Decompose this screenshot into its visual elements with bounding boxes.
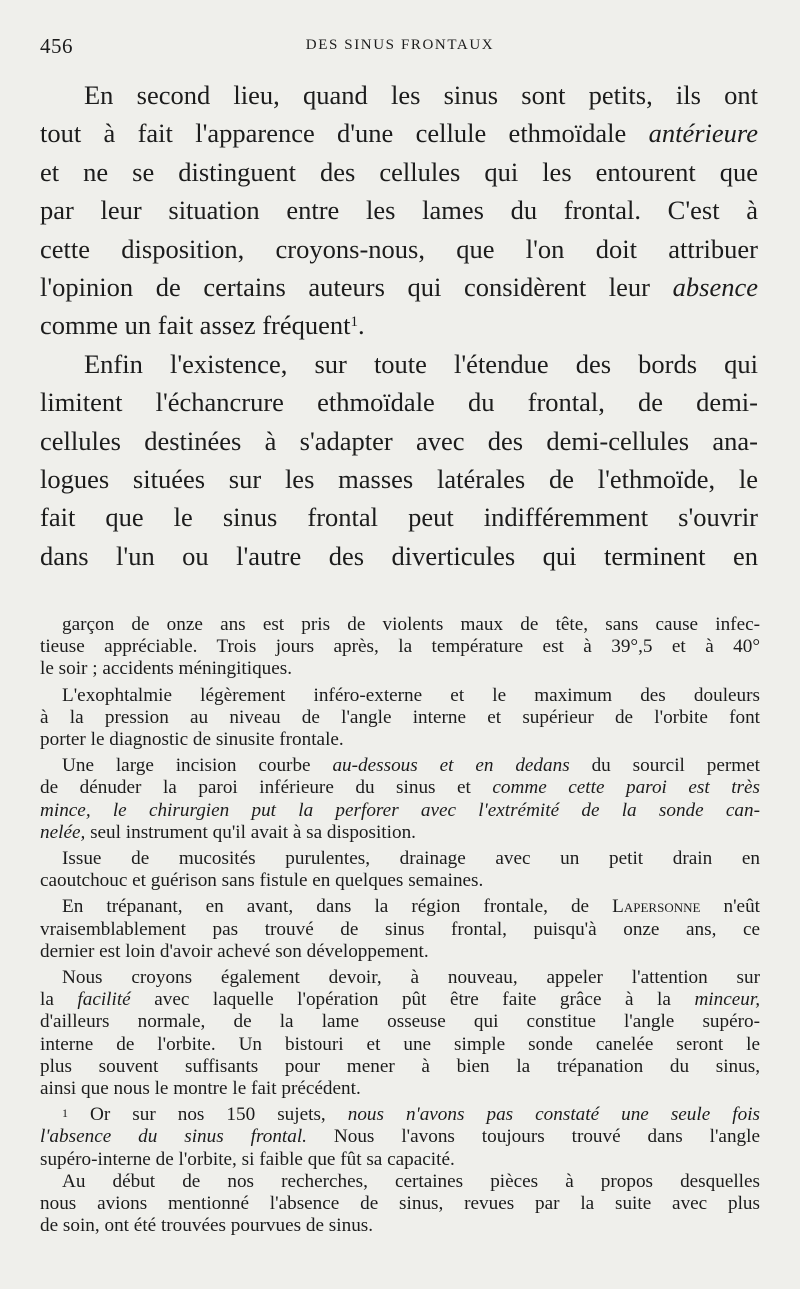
note-line xyxy=(40,822,760,844)
text-span: avec laquelle l'opération pût être faite grâce à la xyxy=(130,989,695,1011)
italic-span: mince, le chirurgien put la perforer avec l'extrémité de la sonde can- xyxy=(40,799,760,821)
footnote-continuation xyxy=(40,1171,760,1238)
text-line xyxy=(40,268,758,306)
note-line xyxy=(40,1104,760,1126)
footnote xyxy=(40,1104,760,1171)
note-line: garçon de onze ans est pris de violents maux de tête, sans cause infec- xyxy=(62,614,760,635)
italic-span: nelée, xyxy=(40,821,86,843)
italic-span: comme cette paroi est très xyxy=(492,777,761,799)
italic-span: l'absence du sinus frontal. xyxy=(40,1126,307,1148)
text-span: seul instrument qu'il avait à sa disposition. xyxy=(85,821,416,843)
note-line xyxy=(40,777,760,799)
note-line xyxy=(40,800,760,822)
note-paragraph xyxy=(40,896,760,963)
text-line: logues situées sur les masses latérales de l'ethmoïde, le xyxy=(40,464,758,495)
italic-span: minceur, xyxy=(694,989,760,1011)
text-span: Or sur nos 150 sujets, xyxy=(68,1104,348,1126)
text-line xyxy=(40,306,758,344)
paragraph-1 xyxy=(40,76,758,345)
text-line: fait que le sinus frontal peut indifféremment s'ouvrir xyxy=(40,502,758,533)
text-span: Nous l'avons toujours trouvé dans l'angle xyxy=(306,1126,760,1148)
text-line: et ne se distinguent des cellules qui les entourent que xyxy=(40,156,758,187)
notes-section xyxy=(40,614,760,1237)
note-line: Nous croyons également devoir, à nouveau, appeler l'attention sur xyxy=(62,967,760,989)
text-line xyxy=(40,114,758,152)
note-paragraph xyxy=(40,614,760,681)
note-line: L'exophtalmie légèrement inféro-externe et le maximum des douleurs xyxy=(62,684,760,706)
italic-span: au-dessous et en dedans xyxy=(332,755,570,777)
note-line: supéro-interne de l'orbite, si faible que fût sa capacité. xyxy=(40,1148,455,1170)
note-line: tieuse appréciable. Trois jours après, la température est à 39°,5 et à 40° xyxy=(40,636,760,658)
text-span: tout à fait l'apparence d'une cellule ethmoïdale xyxy=(40,118,649,149)
text-line: Enfin l'existence, sur toute l'étendue des bords qui xyxy=(84,348,758,379)
note-line: interne de l'orbite. Un bistouri et une simple sonde canelée seront le xyxy=(40,1033,760,1055)
page-number: 456 xyxy=(40,34,73,58)
note-line: Issue de mucosités purulentes, drainage avec un petit drain en xyxy=(62,848,760,870)
note-line: porter le diagnostic de sinusite frontale. xyxy=(40,729,344,751)
note-line: vraisemblablement pas trouvé de sinus frontal, puisqu'à onze ans, ce xyxy=(40,918,760,940)
text-span: n'eût xyxy=(700,896,760,918)
text-line: En second lieu, quand les sinus sont petits, ils ont xyxy=(84,80,758,110)
text-line: cette disposition, croyons-nous, que l'on doit attribuer xyxy=(40,233,758,264)
text-line: dans l'un ou l'autre des diverticules qui terminent en xyxy=(40,540,758,571)
text-span: la xyxy=(40,989,78,1011)
text-span: l'opinion de certains auteurs qui considèrent leur xyxy=(40,272,673,303)
note-line xyxy=(40,896,760,918)
footnote-reference[interactable]: 1 xyxy=(350,314,359,331)
note-line: caoutchouc et guérison sans fistule en quelques semaines. xyxy=(40,870,484,892)
note-line: ainsi que nous le montre le fait précédent. xyxy=(40,1078,361,1100)
paragraph-2 xyxy=(40,345,758,575)
note-paragraph xyxy=(40,755,760,844)
note-line: à la pression au niveau de l'angle interne et supérieur de l'orbite font xyxy=(40,706,760,728)
note-line xyxy=(40,1126,760,1148)
note-paragraph xyxy=(40,967,760,1100)
note-line: d'ailleurs normale, de la lame osseuse qui constitue l'angle supéro- xyxy=(40,1011,760,1033)
text-span: . xyxy=(358,310,365,341)
note-line: Au début de nos recherches, certaines pièces à propos desquelles xyxy=(62,1170,760,1192)
italic-term: antérieure xyxy=(648,118,758,149)
text-span: En trépanant, en avant, dans la région frontale, de xyxy=(62,896,613,918)
note-line: plus souvent suffisants pour mener à bien la trépanation du sinus, xyxy=(40,1055,760,1077)
author-name: Lapersonne xyxy=(612,896,701,918)
italic-span: facilité xyxy=(77,989,131,1011)
note-paragraph xyxy=(40,848,760,892)
note-paragraph xyxy=(40,685,760,752)
text-line: limitent l'échancrure ethmoïdale du frontal, de demi- xyxy=(40,387,758,418)
main-text xyxy=(40,76,758,575)
text-span: du sourcil permet xyxy=(569,755,761,777)
text-line: cellules destinées à s'adapter avec des demi-cellules ana- xyxy=(40,425,758,456)
running-title: DES SINUS FRONTAUX xyxy=(305,37,495,53)
note-line: dernier est loin d'avoir achevé son développement. xyxy=(40,940,429,962)
text-span: Une large incision courbe xyxy=(62,755,333,777)
text-span: comme un fait assez fréquent xyxy=(40,310,351,341)
italic-term: absence xyxy=(672,272,758,303)
note-line xyxy=(40,989,760,1011)
italic-span: nous n'avons pas constaté une seule fois xyxy=(347,1104,760,1126)
note-line: nous avions mentionné l'absence de sinus, revues par la suite avec plus xyxy=(40,1193,760,1215)
note-line: de soin, ont été trouvées pourvues de sinus. xyxy=(40,1215,374,1237)
running-head xyxy=(40,34,760,58)
note-line: le soir ; accidents méningitiques. xyxy=(40,658,293,680)
text-line: par leur situation entre les lames du frontal. C'est à xyxy=(40,195,758,226)
note-line xyxy=(40,755,760,777)
text-span: de dénuder la paroi inférieure du sinus et xyxy=(40,777,493,799)
footnote-marker: 1 xyxy=(62,1106,68,1121)
